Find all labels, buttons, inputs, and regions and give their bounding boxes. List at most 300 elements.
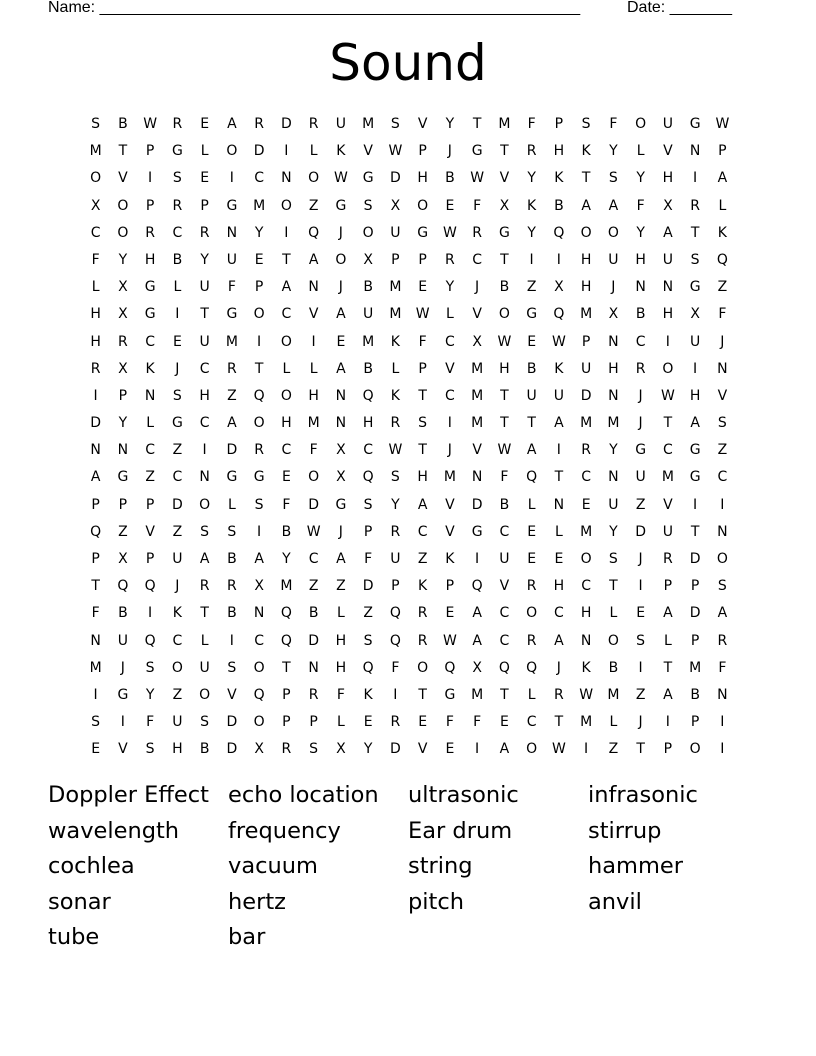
grid-letter: O [280,197,292,214]
grid-letter: B [690,686,700,703]
grid-letter: Y [609,523,618,540]
word-bank [48,778,768,956]
grid-letter: M [689,659,702,676]
name-field-label: Name: ______________________________________________________ [48,0,581,16]
grid-letter: C [172,469,183,486]
grid-letter: U [553,387,564,404]
grid-letter: S [200,714,210,731]
grid-letter: K [581,143,591,160]
grid-letter: H [553,143,565,160]
grid-letter: B [281,523,292,540]
grid-letter: B [227,605,237,622]
grid-letter: I [284,224,289,241]
grid-letter: C [172,224,183,241]
grid-letter: E [200,116,210,132]
grid-letter: N [717,360,728,377]
grid-letter: G [689,116,701,132]
grid-letter: O [498,306,510,323]
grid-letter: W [551,741,566,758]
grid-letter: K [418,578,428,595]
grid-letter: V [417,741,428,758]
grid-letter: L [527,686,536,703]
grid-letter: D [226,741,238,758]
grid-letter: P [418,251,427,268]
grid-letter: K [390,387,400,404]
grid-letter: W [660,387,675,404]
grid-letter: E [200,170,210,187]
grid-letter: Q [389,632,401,649]
grid-letter: Z [118,523,128,540]
grid-letter: M [225,333,238,350]
grid-letter: H [580,605,592,622]
grid-letter: A [554,415,564,432]
grid-letter: M [89,143,102,160]
grid-letter: R [227,578,237,595]
grid-letter: D [90,415,102,432]
grid-letter: C [499,523,510,540]
grid-letter: H [635,251,646,268]
grid-letter: K [527,197,537,214]
grid-letter: R [308,686,319,703]
grid-letter: S [581,116,591,132]
grid-letter: A [663,224,673,241]
grid-letter: R [554,686,564,703]
grid-letter: D [308,632,320,649]
grid-letter: O [117,197,129,214]
grid-row [82,437,736,464]
grid-letter: T [690,523,700,540]
grid-letter: O [90,170,102,187]
grid-letter: Z [526,279,537,296]
grid-letter: R [390,523,401,540]
grid-letter: F [146,714,155,731]
grid-letter: J [611,279,616,296]
grid-letter: O [199,496,211,513]
grid-letter: H [281,415,292,432]
grid-letter: F [718,659,727,676]
grid-letter: J [338,224,343,241]
grid-letter: O [117,224,129,241]
grid-letter: H [689,387,701,404]
grid-letter: C [581,578,592,595]
grid-letter: P [91,551,100,567]
grid-letter: G [526,306,538,323]
grid-letter: H [362,415,374,432]
grid-letter: J [447,143,452,160]
grid-letter: B [635,306,646,323]
grid-letter: A [308,251,319,268]
grid-letter: X [554,279,564,296]
grid-row [82,736,736,763]
grid-letter: Q [526,469,538,486]
grid-letter: W [442,632,457,649]
grid-row [82,464,736,491]
grid-letter: H [608,360,619,377]
grid-letter: N [117,442,129,459]
grid-letter: V [118,741,128,758]
grid-letter: G [444,686,456,703]
grid-letter: I [257,523,262,540]
grid-letter: G [689,279,701,296]
grid-letter: O [635,116,647,132]
grid-letter: A [717,170,728,187]
grid-letter: K [445,551,455,567]
word-bank-item: vacuum [228,853,318,880]
grid-letter: B [608,659,619,676]
grid-letter: C [199,415,210,432]
grid-letter: C [472,251,483,268]
grid-letter: G [253,469,265,486]
grid-letter: H [662,170,674,187]
grid-letter: R [526,578,537,595]
grid-letter: S [363,632,373,649]
grid-letter: U [199,659,210,676]
word-bank-item: frequency [228,817,341,844]
grid-letter: D [689,605,701,622]
grid-letter: I [665,714,670,731]
grid-letter: I [284,143,289,160]
grid-letter: M [471,686,484,703]
grid-letter: I [556,442,561,459]
grid-letter: P [554,116,564,132]
grid-letter: T [581,170,591,187]
grid-letter: L [173,279,182,296]
grid-letter: I [257,333,262,350]
grid-letter: F [473,714,482,731]
grid-letter: L [609,714,618,731]
grid-letter: V [363,143,373,160]
grid-letter: S [227,523,237,540]
grid-letter: Q [362,387,374,404]
grid-letter: E [527,333,537,350]
grid-letter: O [335,251,347,268]
grid-letter: P [581,333,591,350]
grid-letter: L [554,523,563,540]
grid-letter: Q [553,306,565,323]
grid-letter: T [500,686,509,703]
grid-letter: W [442,224,457,241]
grid-letter: H [90,333,101,350]
grid-letter: U [390,551,401,567]
grid-letter: K [145,360,155,377]
grid-letter: U [226,251,237,268]
grid-letter: Y [609,143,618,160]
grid-letter: C [444,333,455,350]
grid-letter: M [607,686,620,703]
grid-letter: B [227,551,237,567]
grid-letter: Q [144,578,156,595]
grid-letter: N [90,632,101,649]
grid-letter: M [443,469,456,486]
grid-letter: L [309,143,318,160]
grid-letter: S [91,116,101,132]
grid-letter: C [172,632,183,649]
grid-letter: Z [308,197,319,214]
grid-letter: E [418,279,428,296]
grid-letter: M [253,197,266,214]
grid-letter: R [199,224,210,241]
grid-row [82,682,736,709]
grid-letter: Q [308,224,320,241]
grid-letter: J [638,415,643,432]
grid-letter: I [148,170,153,187]
grid-letter: V [663,496,673,513]
grid-letter: Z [172,686,183,703]
grid-letter: M [580,714,593,731]
grid-letter: D [580,387,592,404]
grid-letter: F [636,197,645,214]
grid-row [82,301,736,328]
grid-letter: I [175,306,180,323]
grid-letter: C [662,442,673,459]
grid-letter: I [475,551,480,567]
grid-row [82,546,736,573]
grid-letter: X [390,197,401,214]
grid-letter: P [445,578,455,595]
grid-letter: O [253,306,265,323]
grid-letter: G [171,143,183,160]
grid-letter: M [580,306,593,323]
grid-letter: Y [118,251,128,268]
grid-letter: Q [117,578,129,595]
grid-letter: V [445,360,455,377]
grid-letter: D [689,551,701,567]
grid-letter: Z [417,551,428,567]
grid-letter: P [91,496,100,513]
grid-letter: B [118,116,128,132]
grid-letter: B [308,605,319,622]
grid-letter: R [581,442,591,459]
grid-row [82,573,736,600]
grid-letter: Z [608,741,619,758]
grid-letter: S [717,578,727,595]
grid-letter: R [417,605,428,622]
grid-letter: K [363,686,373,703]
grid-letter: S [309,741,319,758]
grid-letter: O [607,632,619,649]
grid-letter: A [717,605,728,622]
grid-letter: G [362,170,374,187]
grid-letter: G [689,442,701,459]
grid-letter: C [499,605,510,622]
grid-letter: T [663,415,673,432]
grid-letter: U [608,496,619,513]
word-bank-item: Ear drum [408,817,513,844]
grid-letter: W [388,442,403,459]
grid-letter: G [635,442,647,459]
grid-letter: C [90,224,101,241]
grid-letter: A [336,306,346,323]
grid-row [82,709,736,736]
grid-letter: A [336,551,346,567]
grid-letter: N [471,469,483,486]
grid-letter: I [311,333,316,350]
grid-letter: P [282,714,291,731]
grid-letter: F [418,333,427,350]
grid-letter: K [172,605,182,622]
grid-letter: D [280,116,292,132]
grid-letter: N [689,143,701,160]
grid-letter: Y [282,551,291,567]
grid-letter: Y [527,224,536,241]
grid-letter: M [307,415,320,432]
grid-letter: H [417,170,428,187]
grid-row [82,138,736,165]
word-bank-item: cochlea [48,853,135,880]
grid-letter: I [720,714,725,731]
grid-letter: E [527,523,537,540]
grid-letter: O [280,387,292,404]
grid-letter: P [200,197,209,214]
grid-letter: Q [444,659,456,676]
grid-letter: U [526,387,537,404]
grid-letter: V [472,442,482,459]
grid-letter: M [607,415,620,432]
grid-letter: P [391,251,400,268]
grid-letter: E [91,741,101,758]
grid-letter: G [471,523,483,540]
grid-letter: P [391,578,400,595]
grid-letter: C [635,333,646,350]
grid-letter: G [226,469,238,486]
grid-letter: N [717,686,728,703]
grid-letter: K [554,360,564,377]
grid-letter: R [635,360,646,377]
grid-letter: J [120,659,125,676]
grid-letter: S [717,415,727,432]
grid-letter: C [281,306,292,323]
grid-letter: T [418,387,427,404]
grid-letter: Z [336,578,346,595]
grid-letter: S [390,116,400,132]
grid-letter: Z [145,469,155,486]
grid-letter: I [584,741,589,758]
grid-letter: Q [498,659,510,676]
grid-letter: F [445,714,454,731]
grid-letter: D [171,496,183,513]
grid-letter: E [172,333,182,350]
grid-letter: T [500,143,509,160]
grid-letter: G [226,197,238,214]
grid-letter: F [609,116,618,132]
word-bank-item: bar [228,924,266,951]
grid-letter: P [118,496,128,513]
grid-letter: D [389,741,401,758]
grid-letter: X [690,306,700,323]
grid-letter: D [226,714,238,731]
grid-letter: M [580,523,593,540]
grid-letter: F [391,659,400,676]
grid-letter: X [472,333,482,350]
grid-letter: E [254,251,264,268]
grid-letter: R [281,741,292,758]
word-bank-item: ultrasonic [408,782,519,808]
grid-letter: K [717,224,727,241]
grid-letter: O [716,551,728,567]
grid-letter: I [720,741,725,758]
grid-row [82,193,736,220]
grid-letter: A [526,442,537,459]
word-bank-item: hertz [228,888,286,915]
grid-letter: P [690,632,700,649]
grid-letter: O [526,605,538,622]
grid-letter: L [200,143,209,160]
grid-letter: O [171,659,183,676]
grid-letter: A [608,197,619,214]
grid-letter: O [226,143,238,160]
grid-letter: A [336,360,346,377]
grid-letter: W [306,523,321,540]
grid-letter: N [608,469,619,486]
grid-row [82,492,736,519]
grid-letter: P [145,496,155,513]
grid-letter: U [499,551,510,567]
grid-letter: N [281,170,292,187]
grid-letter: G [117,469,129,486]
grid-letter: C [499,632,510,649]
word-bank-item: stirrup [588,817,662,844]
grid-letter: F [473,197,482,214]
grid-letter: N [226,224,238,241]
grid-letter: Z [635,496,646,513]
grid-letter: C [254,170,265,187]
grid-letter: S [227,659,237,676]
grid-letter: U [199,333,210,350]
grid-letter: O [526,741,538,758]
grid-letter: B [499,279,510,296]
grid-letter: B [199,741,210,758]
grid-letter: A [690,415,700,432]
grid-letter: R [417,632,428,649]
grid-letter: C [526,714,537,731]
grid-letter: I [720,496,725,513]
grid-letter: G [144,306,156,323]
grid-letter: G [417,224,429,241]
grid-letter: S [363,496,373,513]
grid-letter: R [172,197,183,214]
grid-letter: X [472,659,482,676]
grid-letter: D [362,578,374,595]
grid-letter: P [663,741,673,758]
grid-letter: U [117,632,128,649]
grid-letter: T [472,116,482,132]
grid-letter: N [253,605,265,622]
grid-letter: V [663,143,673,160]
grid-letter: H [335,632,347,649]
grid-letter: H [172,741,183,758]
grid-letter: I [556,251,561,268]
grid-letter: I [229,170,234,187]
grid-letter: Q [362,469,374,486]
grid-letter: M [471,387,484,404]
grid-letter: S [608,551,618,567]
grid-letter: M [362,333,375,350]
grid-letter: E [554,551,564,567]
grid-letter: D [253,143,265,160]
grid-letter: U [390,224,401,241]
grid-letter: E [581,496,591,513]
grid-letter: N [608,387,619,404]
grid-letter: L [391,360,400,377]
grid-letter: C [581,469,592,486]
grid-letter: I [638,659,643,676]
grid-letter: R [690,197,700,214]
grid-letter: E [281,469,291,486]
grid-letter: X [118,306,128,323]
grid-letter: T [500,415,509,432]
grid-letter: V [445,523,455,540]
grid-letter: X [336,469,346,486]
